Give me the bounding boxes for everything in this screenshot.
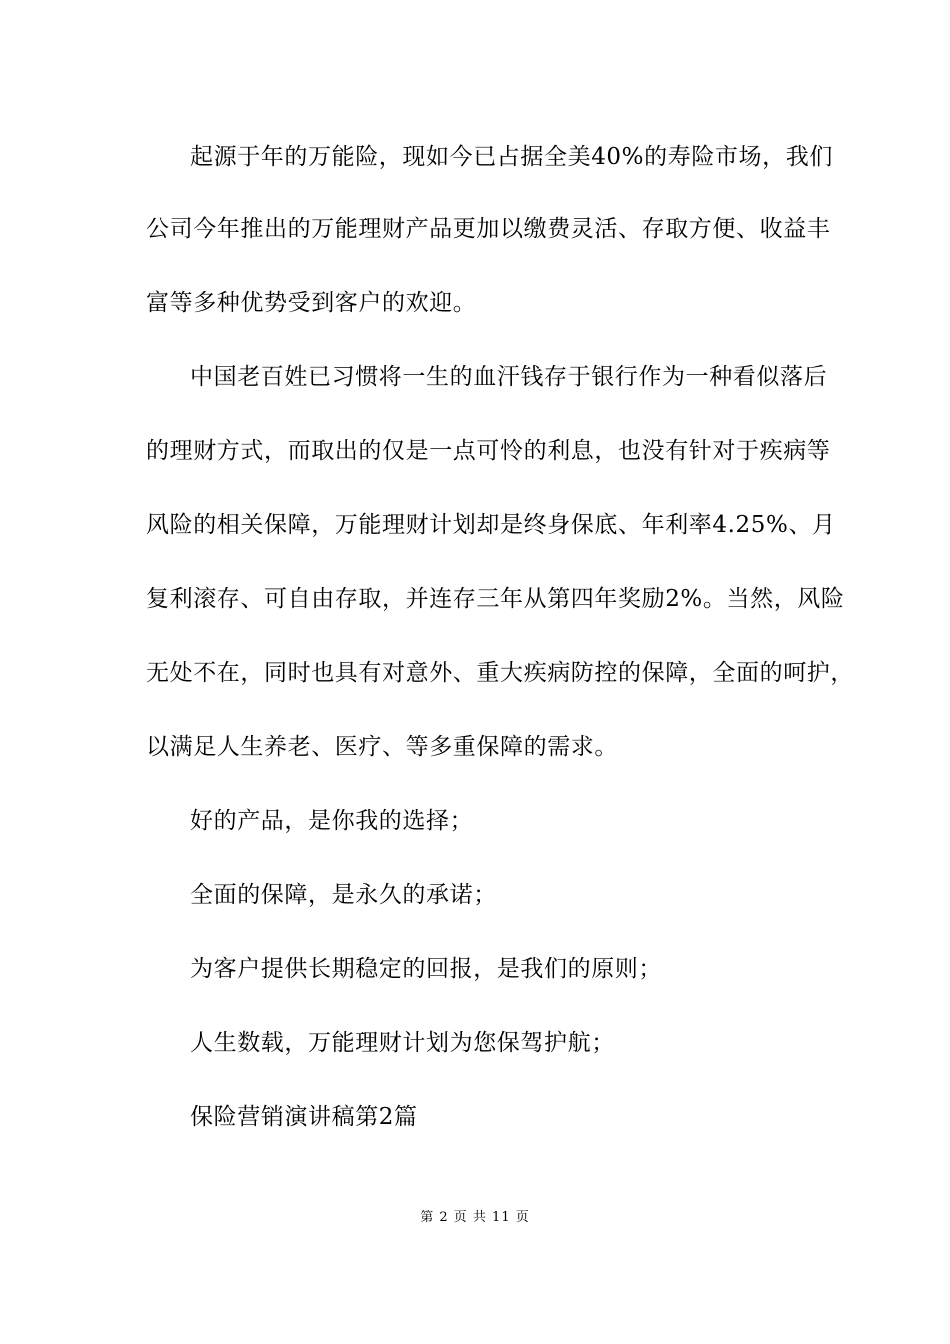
- section-title: 保险营销演讲稿第2篇: [190, 1104, 418, 1130]
- paragraph-2-line-3: 风险的相关保障，万能理财计划却是终身保底、年利率4.25%、月: [146, 512, 836, 538]
- paragraph-2-line-6: 以满足人生养老、医疗、等多重保障的需求。: [146, 734, 618, 760]
- paragraph-1-line-3: 富等多种优势受到客户的欢迎。: [146, 290, 477, 316]
- paragraph-2-line-2: 的理财方式，而取出的仅是一点可怜的利息，也没有针对于疾病等: [146, 438, 831, 464]
- slogan-line-4: 人生数载，万能理财计划为您保驾护航；: [190, 1030, 615, 1056]
- paragraph-2-line-4: 复利滚存、可自由存取，并连存三年从第四年奖励2%。当然，风险: [146, 586, 845, 612]
- paragraph-1-line-2: 公司今年推出的万能理财产品更加以缴费灵活、存取方便、收益丰: [146, 216, 831, 242]
- slogan-line-2: 全面的保障，是永久的承诺；: [190, 882, 497, 908]
- slogan-line-3: 为客户提供长期稳定的回报，是我们的原则；: [190, 956, 662, 982]
- page-footer: 第 2 页 共 11 页: [420, 1210, 530, 1225]
- paragraph-2-line-1: 中国老百姓已习惯将一生的血汗钱存于银行作为一种看似落后: [190, 364, 828, 390]
- slogan-line-1: 好的产品，是你我的选择；: [190, 808, 474, 834]
- paragraph-2-line-5: 无处不在，同时也具有对意外、重大疾病防控的保障，全面的呵护，: [146, 660, 854, 686]
- paragraph-1-line-1: 起源于年的万能险，现如今已占据全美40%的寿险市场，我们: [190, 144, 833, 170]
